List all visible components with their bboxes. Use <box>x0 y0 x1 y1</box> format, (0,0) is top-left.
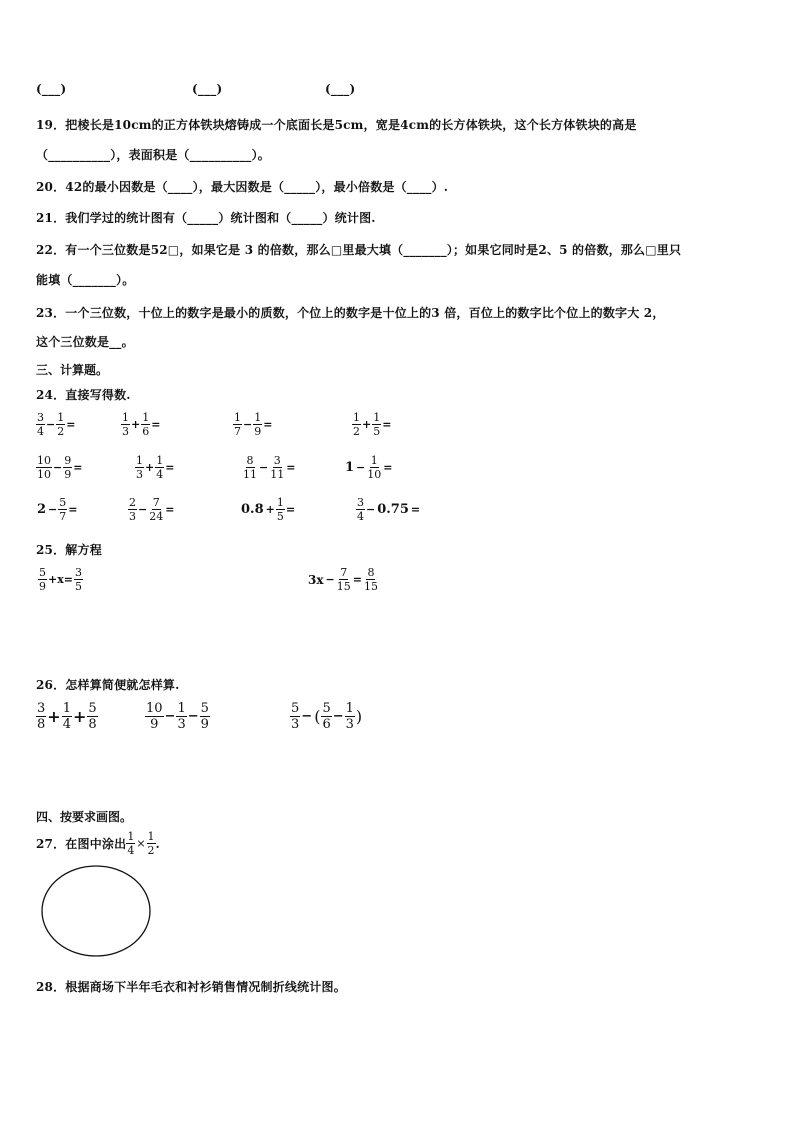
answer-blank[interactable]: (___) <box>325 82 356 96</box>
calc-item: $\frac{1}{2}$ + $\frac{1}{5}$ = <box>353 411 392 438</box>
answer-blank[interactable]: (___) <box>192 82 223 96</box>
calc-item: $\frac{1}{3}$ + $\frac{1}{4}$ = <box>136 454 175 481</box>
calc-item: $\frac{1}{3}$ + $\frac{1}{6}$ = <box>122 411 161 438</box>
question-22-line2: 能填（_______）。 <box>36 273 135 287</box>
question-19-line2: （__________），表面积是（__________）。 <box>36 148 271 162</box>
calc-item: 2 − $\frac{5}{7}$ = <box>37 496 78 523</box>
equation-item: $\frac{5}{9}$ +x= $\frac{3}{5}$ <box>39 566 82 593</box>
calc-item: $\frac{3}{4}$ − 0.75 = <box>357 496 421 523</box>
simplify-item: $\frac{5}{3}$ − ( $\frac{5}{6}$ − $\frac{1}{3}$ ) <box>291 701 363 732</box>
question-24-title: 24．直接写得数. <box>36 388 131 402</box>
question-21: 21．我们学过的统计图有（_____）统计图和（_____）统计图. <box>36 211 376 225</box>
section-4-heading: 四、按要求画图。 <box>36 810 133 824</box>
question-22-line1: 22．有一个三位数是52□，如果它是 3 的倍数，那么□里最大填（_______）；如果它同时是2、5 的倍数，那么□里只 <box>36 243 682 257</box>
equation-item: 3x − $\frac{7}{15}$ = $\frac{8}{15}$ <box>308 566 378 593</box>
circle-shape <box>42 866 150 956</box>
calc-item: $\frac{8}{11}$ − $\frac{3}{11}$ = <box>243 454 296 481</box>
simplify-item: $\frac{10}{9}$ − $\frac{1}{3}$ − $\frac{5}{9}$ <box>146 701 209 732</box>
circle-drawing-area[interactable] <box>40 864 152 958</box>
simplify-item: $\frac{3}{8}$ + $\frac{1}{4}$ + $\frac{5}{8}$ <box>37 701 97 732</box>
question-19-line1: 19．把棱长是10cm的正方体铁块熔铸成一个底面长是5cm，宽是4cm的长方体铁块，这个长方体铁块的高是 <box>36 118 637 132</box>
calc-item: $\frac{10}{10}$ − $\frac{9}{9}$ = <box>37 454 83 481</box>
answer-blank[interactable]: (___) <box>36 82 67 96</box>
question-28: 28．根据商场下半年毛衣和衬衫销售情况制折线统计图。 <box>36 980 346 994</box>
question-27: 27．在图中涂出 $\frac{1}{4}$ × $\frac{1}{2}$ . <box>36 830 160 857</box>
question-23-line2: 这个三位数是__。 <box>36 335 134 349</box>
calc-item: $\frac{1}{7}$ − $\frac{1}{9}$ = <box>234 411 273 438</box>
question-26-title: 26．怎样算简便就怎样算. <box>36 678 180 692</box>
calc-item: $\frac{2}{3}$ − $\frac{7}{24}$ = <box>129 496 175 523</box>
calc-item: 1 − $\frac{1}{10}$ = <box>345 454 393 481</box>
question-25-title: 25．解方程 <box>36 543 102 557</box>
question-20: 20．42的最小因数是（____），最大因数是（_____），最小倍数是（____）. <box>36 180 449 194</box>
calc-item: $\frac{3}{4}$ − $\frac{1}{2}$ = <box>37 411 76 438</box>
question-23-line1: 23．一个三位数，十位上的数字是最小的质数，个位上的数字是十位上的3 倍，百位上的数字比个位上的数字大 2， <box>36 306 665 320</box>
calc-item: 0.8 + $\frac{1}{5}$ = <box>241 496 296 523</box>
section-3-heading: 三、计算题。 <box>36 363 109 377</box>
